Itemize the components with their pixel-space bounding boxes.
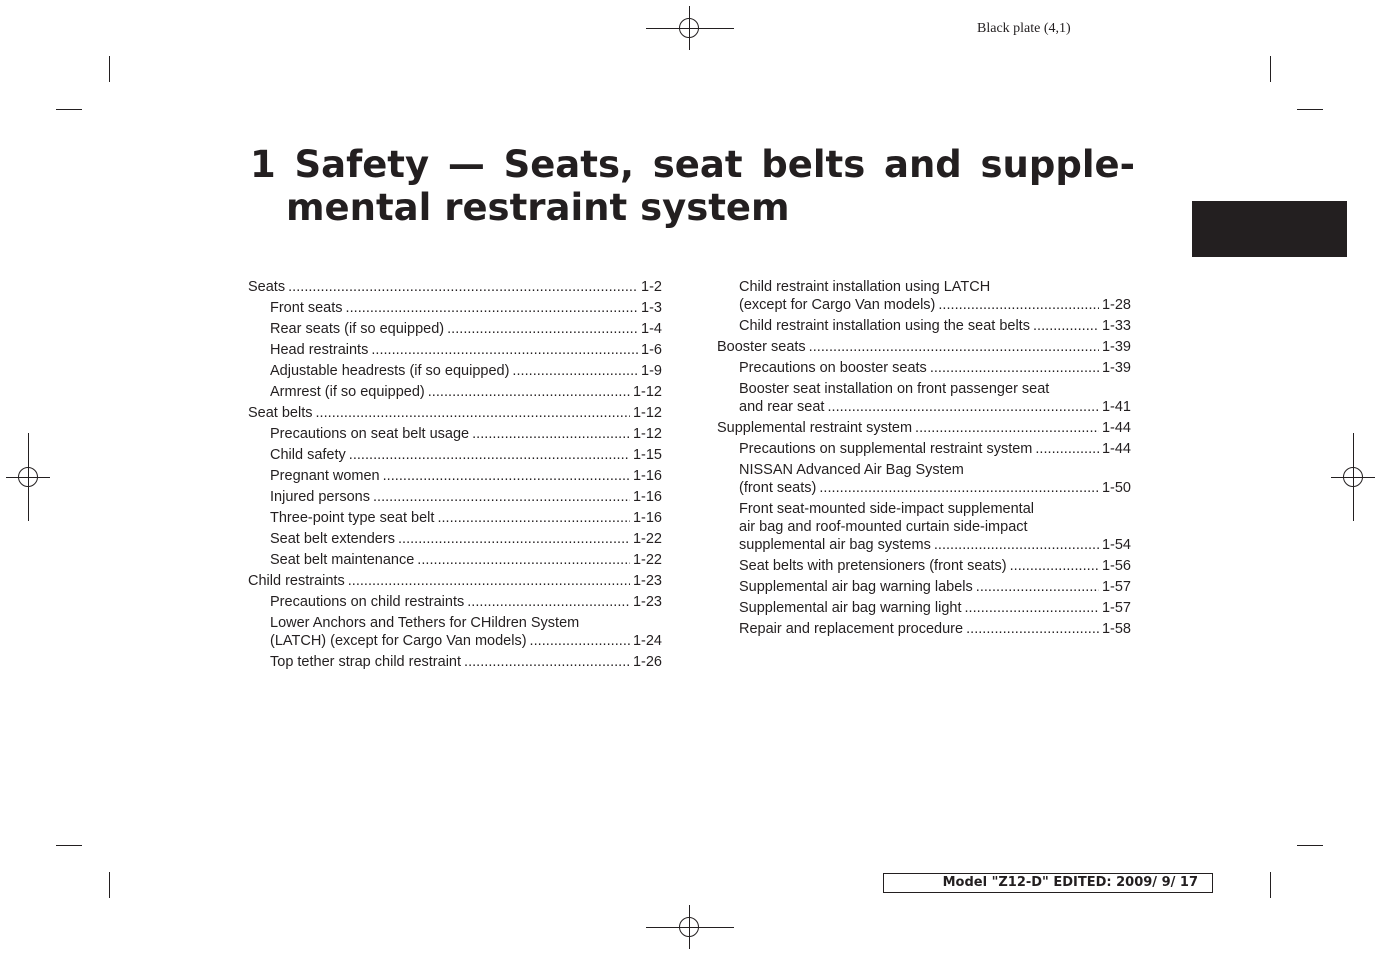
- toc-entry[interactable]: [248, 446, 662, 467]
- toc-entry-title: Precautions on seat belt usage: [270, 426, 470, 442]
- toc-entry[interactable]: [248, 614, 662, 653]
- crop-mark-tl-h: [56, 109, 82, 110]
- toc-entry[interactable]: [717, 380, 1131, 419]
- toc-page-number: 1-57: [1101, 579, 1131, 595]
- toc-leader-dots: [383, 467, 630, 485]
- toc-leader-dots: [934, 536, 1099, 554]
- toc-leader-dots: [930, 359, 1099, 377]
- toc-entry[interactable]: [717, 359, 1131, 380]
- toc-entry[interactable]: [248, 572, 662, 593]
- toc-page-number: 1-33: [1101, 318, 1131, 334]
- chapter-tab: [1192, 201, 1347, 257]
- toc-leader-dots: [1033, 317, 1099, 335]
- toc-entry-title: Supplemental restraint system: [717, 420, 913, 436]
- toc-page-number: 1-28: [1101, 297, 1131, 313]
- registration-circle-left-icon: [18, 467, 38, 487]
- plate-label: Black plate (4,1): [977, 21, 1071, 36]
- toc-entry-title: Pregnant women: [270, 468, 380, 484]
- toc-entry[interactable]: [717, 338, 1131, 359]
- toc-leader-dots: [428, 383, 630, 401]
- registration-circle-top-icon: [679, 18, 699, 38]
- toc-leader-dots: [915, 419, 1099, 437]
- toc-page-number: 1-6: [641, 342, 662, 358]
- toc-entry-title: and rear seat: [739, 399, 825, 415]
- crop-mark-br-v: [1270, 872, 1271, 898]
- toc-entry-title: Seats: [248, 279, 286, 295]
- toc-entry[interactable]: [248, 404, 662, 425]
- toc-page-number: 1-4: [641, 321, 662, 337]
- toc-entry[interactable]: [248, 488, 662, 509]
- toc-entry[interactable]: [248, 362, 662, 383]
- toc-leader-dots: [530, 632, 630, 650]
- toc-entry[interactable]: [248, 593, 662, 614]
- toc-leader-dots: [1010, 557, 1099, 575]
- toc-entry[interactable]: [248, 467, 662, 488]
- toc-leader-dots: [976, 578, 1099, 596]
- toc-entry[interactable]: [717, 620, 1131, 641]
- toc-entry[interactable]: [717, 440, 1131, 461]
- crop-mark-tl-v: [109, 56, 110, 82]
- toc-entry[interactable]: [248, 299, 662, 320]
- toc-leader-dots: [809, 338, 1099, 356]
- toc-entry-title: Booster seats: [717, 339, 806, 355]
- toc-entry-title: Top tether strap child restraint: [270, 654, 462, 670]
- toc-page-number: 1-23: [632, 594, 662, 610]
- chapter-title-line-2: mental restraint system: [286, 186, 790, 229]
- toc-leader-dots: [348, 572, 630, 590]
- crop-mark-br-h: [1297, 845, 1323, 846]
- toc-entry-title: Supplemental air bag warning labels: [739, 579, 973, 595]
- toc-page-number: 1-9: [641, 363, 662, 379]
- toc-leader-dots: [472, 425, 630, 443]
- toc-page-number: 1-2: [641, 279, 662, 295]
- toc-entry-title: Rear seats (if so equipped): [270, 321, 445, 337]
- registration-circle-right-icon: [1343, 467, 1363, 487]
- toc-entry-title: Armrest (if so equipped): [270, 384, 425, 400]
- toc-entry[interactable]: [717, 317, 1131, 338]
- toc-entry[interactable]: [248, 278, 662, 299]
- toc-entry-title: Lower Anchors and Tethers for CHildren System: [270, 615, 580, 631]
- edit-info-box: Model "Z12-D" EDITED: 2009/ 9/ 17: [883, 873, 1213, 893]
- toc-leader-dots: [371, 341, 638, 359]
- toc-page-number: 1-16: [632, 468, 662, 484]
- toc-entry-title: Seat belt maintenance: [270, 552, 415, 568]
- toc-page-number: 1-41: [1101, 399, 1131, 415]
- toc-page-number: 1-44: [1101, 420, 1131, 436]
- toc-entry[interactable]: [717, 578, 1131, 599]
- toc-entry-title: Front seat-mounted side-impact supplemental: [739, 501, 1034, 517]
- toc-leader-dots: [373, 488, 630, 506]
- toc-entry-title: Seat belt extenders: [270, 531, 395, 547]
- registration-circle-bottom-icon: [679, 917, 699, 937]
- toc-page-number: 1-12: [632, 426, 662, 442]
- toc-page-number: 1-39: [1101, 339, 1131, 355]
- toc-page-number: 1-22: [632, 531, 662, 547]
- toc-page-number: 1-16: [632, 510, 662, 526]
- toc-page-number: 1-54: [1101, 537, 1131, 553]
- toc-leader-dots: [346, 299, 639, 317]
- toc-entry-title: Head restraints: [270, 342, 369, 358]
- toc-entry-title: Repair and replacement procedure: [739, 621, 964, 637]
- toc-leader-dots: [398, 530, 630, 548]
- toc-leader-dots: [417, 551, 630, 569]
- toc-entry-title: Seat belts with pretensioners (front seats): [739, 558, 1007, 574]
- toc-entry[interactable]: [248, 425, 662, 446]
- toc-page-number: 1-23: [632, 573, 662, 589]
- toc-entry-title: Child restraint installation using LATCH: [739, 279, 991, 295]
- toc-leader-dots: [437, 509, 630, 527]
- toc-entry[interactable]: [717, 278, 1131, 317]
- toc-leader-dots: [467, 593, 630, 611]
- toc-leader-dots: [964, 599, 1098, 617]
- toc-entry-title: Front seats: [270, 300, 343, 316]
- toc-leader-dots: [966, 620, 1099, 638]
- toc-left-column: [248, 278, 662, 674]
- toc-page-number: 1-12: [632, 405, 662, 421]
- toc-leader-dots: [349, 446, 630, 464]
- toc-page-number: 1-56: [1101, 558, 1131, 574]
- toc-page-number: 1-22: [632, 552, 662, 568]
- toc-entry-title: NISSAN Advanced Air Bag System: [739, 462, 964, 478]
- toc-entry[interactable]: [717, 557, 1131, 578]
- toc-entry[interactable]: [717, 419, 1131, 440]
- toc-page-number: 1-44: [1101, 441, 1131, 457]
- toc-page-number: 1-3: [641, 300, 662, 316]
- toc-page-number: 1-39: [1101, 360, 1131, 376]
- toc-leader-dots: [827, 398, 1099, 416]
- toc-leader-dots: [316, 404, 630, 422]
- toc-page-number: 1-58: [1101, 621, 1131, 637]
- toc-entry-title: supplemental air bag systems: [739, 537, 931, 553]
- toc-page-number: 1-15: [632, 447, 662, 463]
- toc-entry-title: Child restraint installation using the seat belts: [739, 318, 1030, 334]
- toc-entry-title: Booster seat installation on front passenger seat: [739, 381, 1050, 397]
- toc-entry[interactable]: [248, 383, 662, 404]
- toc-entry-title: Injured persons: [270, 489, 370, 505]
- toc-entry-title: (LATCH) (except for Cargo Van models): [270, 633, 527, 649]
- toc-leader-dots: [447, 320, 638, 338]
- toc-entry[interactable]: [248, 530, 662, 551]
- toc-entry[interactable]: [248, 509, 662, 530]
- toc-entry[interactable]: [248, 653, 662, 674]
- toc-page-number: 1-26: [632, 654, 662, 670]
- toc-entry-title: Child safety: [270, 447, 346, 463]
- toc-entry[interactable]: [717, 599, 1131, 620]
- toc-entry-title: Adjustable headrests (if so equipped): [270, 363, 510, 379]
- toc-entry-title: air bag and roof-mounted curtain side-impact: [739, 519, 1028, 535]
- toc-page-number: 1-16: [632, 489, 662, 505]
- toc-entry[interactable]: [717, 461, 1131, 500]
- toc-entry-title: Precautions on booster seats: [739, 360, 927, 376]
- toc-page-number: 1-24: [632, 633, 662, 649]
- toc-leader-dots: [938, 296, 1099, 314]
- toc-entry[interactable]: [248, 341, 662, 362]
- toc-entry-title: Seat belts: [248, 405, 313, 421]
- crop-mark-bl-v: [109, 872, 110, 898]
- toc-leader-dots: [464, 653, 630, 671]
- toc-entry-title: (front seats): [739, 480, 817, 496]
- toc-entry-title: Precautions on supplemental restraint system: [739, 441, 1033, 457]
- toc-entry[interactable]: [717, 500, 1131, 557]
- toc-entry-title: Child restraints: [248, 573, 345, 589]
- chapter-title-line-1: 1 Safety — Seats, seat belts and supple-: [250, 143, 1135, 186]
- toc-leader-dots: [819, 479, 1099, 497]
- toc-entry-title: (except for Cargo Van models): [739, 297, 936, 313]
- toc-page-number: 1-50: [1101, 480, 1131, 496]
- crop-mark-tr-v: [1270, 56, 1271, 82]
- toc-entry[interactable]: [248, 320, 662, 341]
- crop-mark-tr-h: [1297, 109, 1323, 110]
- toc-leader-dots: [288, 278, 638, 296]
- toc-entry-title: Precautions on child restraints: [270, 594, 465, 610]
- toc-right-column: [717, 278, 1131, 641]
- toc-leader-dots: [512, 362, 638, 380]
- toc-leader-dots: [1035, 440, 1099, 458]
- toc-page-number: 1-57: [1101, 600, 1131, 616]
- toc-entry[interactable]: [248, 551, 662, 572]
- toc-entry-title: Supplemental air bag warning light: [739, 600, 962, 616]
- toc-entry-title: Three-point type seat belt: [270, 510, 435, 526]
- toc-page-number: 1-12: [632, 384, 662, 400]
- crop-mark-bl-h: [56, 845, 82, 846]
